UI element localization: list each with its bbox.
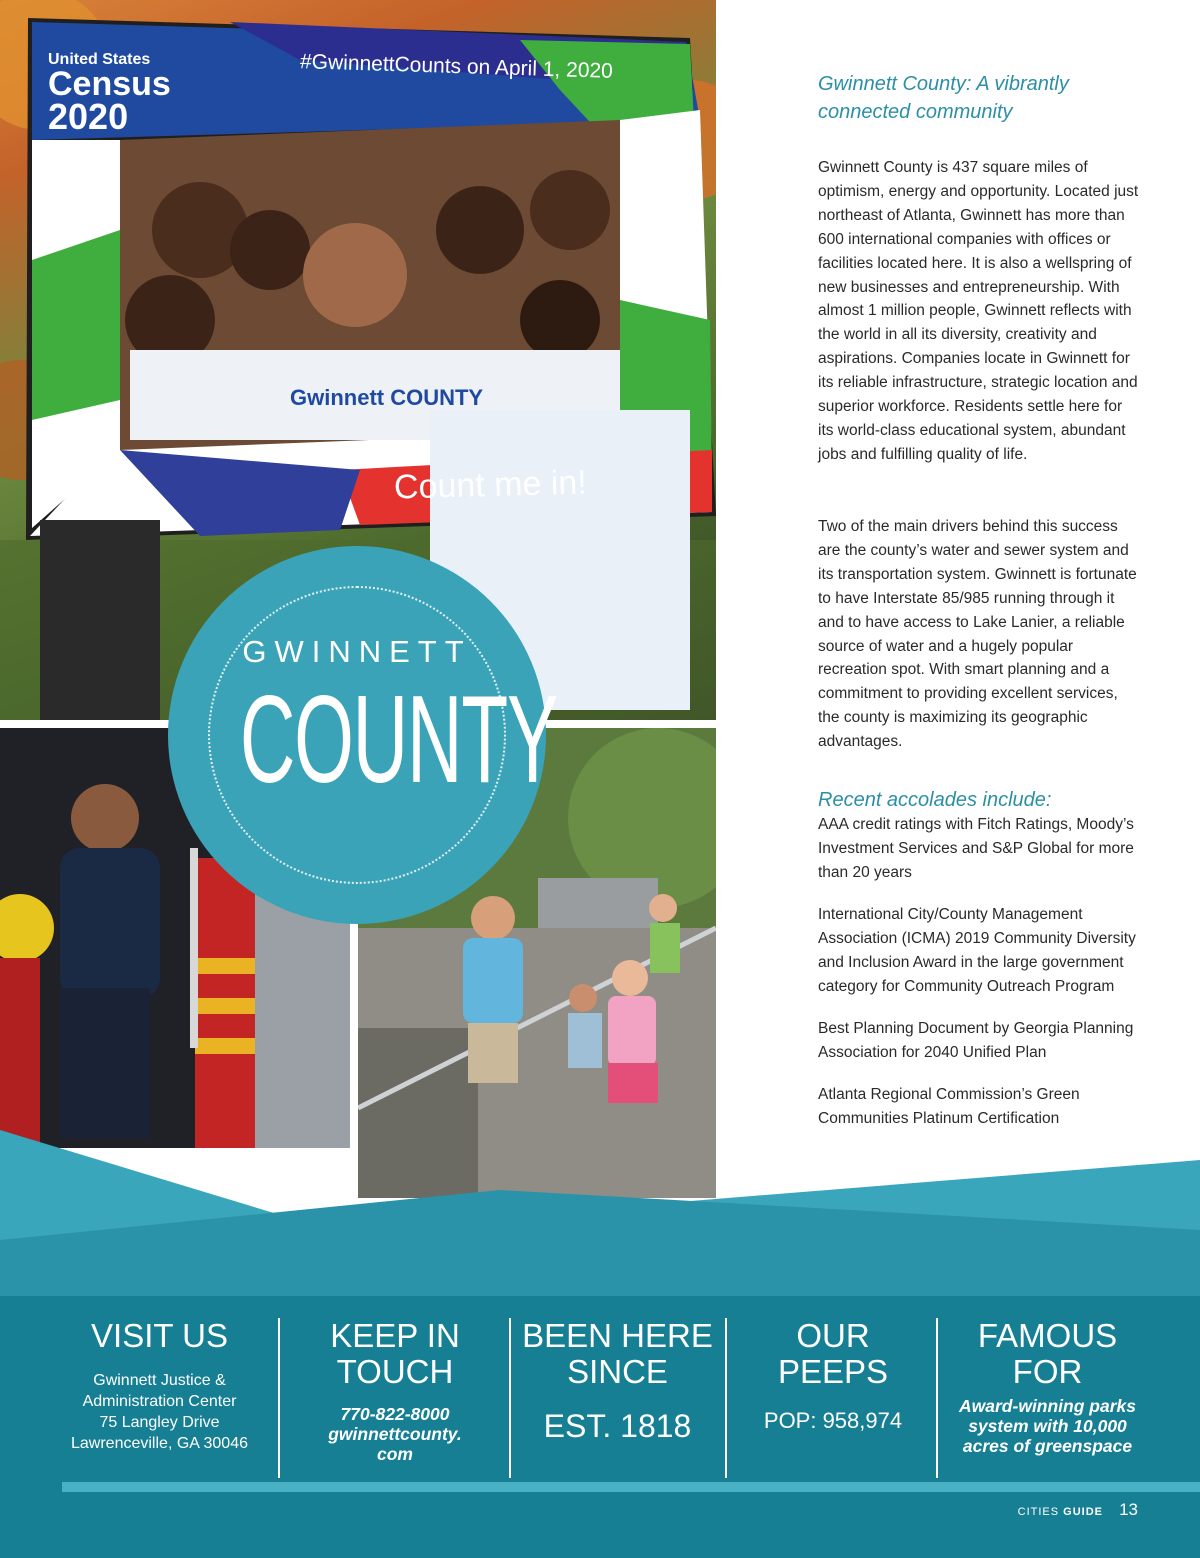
fact-our-peeps: [738, 1318, 928, 1436]
fact-peeps-title-1: OUR: [796, 1317, 870, 1354]
fact-visit-line: 75 Langley Drive: [99, 1414, 220, 1431]
page-footer: [1018, 1500, 1138, 1520]
accolade-item: Best Planning Document by Georgia Planning Association for 2040 Unified Plan: [818, 1020, 1134, 1061]
fact-famous-title-2: FOR: [1012, 1353, 1083, 1390]
fact-famous-line: system with 10,000: [968, 1416, 1127, 1436]
fact-famous-title-1: FAMOUS: [977, 1317, 1118, 1354]
badge-top-text: GWINNETT: [242, 634, 472, 669]
band-rule: [62, 1482, 1200, 1492]
fact-famous-line: acres of greenspace: [962, 1436, 1133, 1456]
accolade-item: AAA credit ratings with Fitch Ratings, Moody’s Investment Services and S&P Global for more than 20 years: [818, 816, 1134, 881]
accolades-list: [818, 813, 1140, 1149]
fact-been-here-since: [515, 1318, 720, 1446]
phone-link[interactable]: 770-822-8000: [340, 1404, 450, 1424]
fact-peeps-title-2: PEEPS: [777, 1353, 889, 1390]
fact-divider: [936, 1318, 938, 1478]
fact-keep-in-touch: [290, 1318, 500, 1464]
footer-section-bold: GUIDE: [1063, 1506, 1104, 1518]
website-link[interactable]: gwinnettcounty.: [328, 1424, 462, 1444]
fact-since-value: EST. 1818: [543, 1408, 692, 1444]
fact-visit-line: Gwinnett Justice &: [93, 1372, 226, 1389]
census-brand: [48, 51, 171, 137]
fact-visit-line: Lawrenceville, GA 30046: [71, 1435, 248, 1452]
page-number: 13: [1119, 1500, 1138, 1519]
census-brand-line2: Census: [48, 65, 171, 103]
census-brand-line1: United States: [48, 51, 151, 68]
intro-heading: Gwinnett County: A vibrantly connected community: [818, 73, 1069, 123]
accolades-heading: Recent accolades include:: [818, 789, 1052, 811]
fact-divider: [725, 1318, 727, 1478]
badge-main-text: COUNTY: [239, 671, 557, 809]
fact-visit-title: VISIT US: [91, 1317, 228, 1354]
fact-divider: [278, 1318, 280, 1478]
fact-touch-title-2: TOUCH: [336, 1353, 454, 1390]
intro-paragraph-1: Gwinnett County is 437 square miles of optimism, energy and opportunity. Located just northeast of Atlanta, Gwinnett has more than 600 international companies with offices or facilities located here. It is also a wellspring of new businesses and entrepreneurship. With almost 1 million people, Gwinnett reflects with the world in all its diversity, creativity and aspirations. Companies locate in Gwinnett for its reliable infrastructure, strategic location and superior workforce. Residents settle here for its world-class educational system, abundant jobs and fulfilling quality of life.: [818, 159, 1139, 463]
footer-section-light: CITIES: [1017, 1506, 1060, 1518]
website-link-cont[interactable]: com: [377, 1444, 413, 1464]
census-slogan: Count me in!: [393, 463, 588, 507]
fact-since-title-1: BEEN HERE: [522, 1317, 713, 1354]
fact-peeps-value: POP: 958,974: [763, 1408, 903, 1433]
gwinnett-county-badge: [168, 546, 557, 924]
intro-paragraph-2: Two of the main drivers behind this success are the county’s water and sewer system and its transportation system. Gwinnett is fortunate to have Interstate 85/985 running through it and to have access to Lake Lanier, a reliable source of water and a hugely popular recreation spot. With smart planning and a commitment to providing excellent services, the county is maximizing its geographic advantages.: [818, 518, 1137, 751]
fact-famous-text: [945, 1396, 1150, 1456]
fact-famous-for: [945, 1318, 1150, 1456]
accolade-item: International City/County Management Association (ICMA) 2019 Community Diversity and Inclusion Award in the large government category for Community Outreach Program: [818, 906, 1136, 995]
fact-famous-line: Award-winning parks: [959, 1396, 1136, 1416]
accolade-item: Atlanta Regional Commission’s Green Communities Platinum Certification: [818, 1086, 1080, 1127]
fact-touch-contact: [290, 1404, 500, 1464]
census-brand-line3: 2020: [48, 96, 129, 137]
shirt-text: Gwinnett COUNTY: [290, 385, 484, 410]
census-hashtag: #GwinnettCounts on April 1, 2020: [299, 50, 614, 83]
fact-since-title-2: SINCE: [567, 1353, 668, 1390]
fact-divider: [509, 1318, 511, 1478]
fact-touch-title-1: KEEP IN: [330, 1317, 460, 1354]
fact-visit-address: [52, 1370, 267, 1454]
fact-visit-us: [52, 1318, 267, 1454]
fact-visit-line: Administration Center: [82, 1393, 237, 1410]
